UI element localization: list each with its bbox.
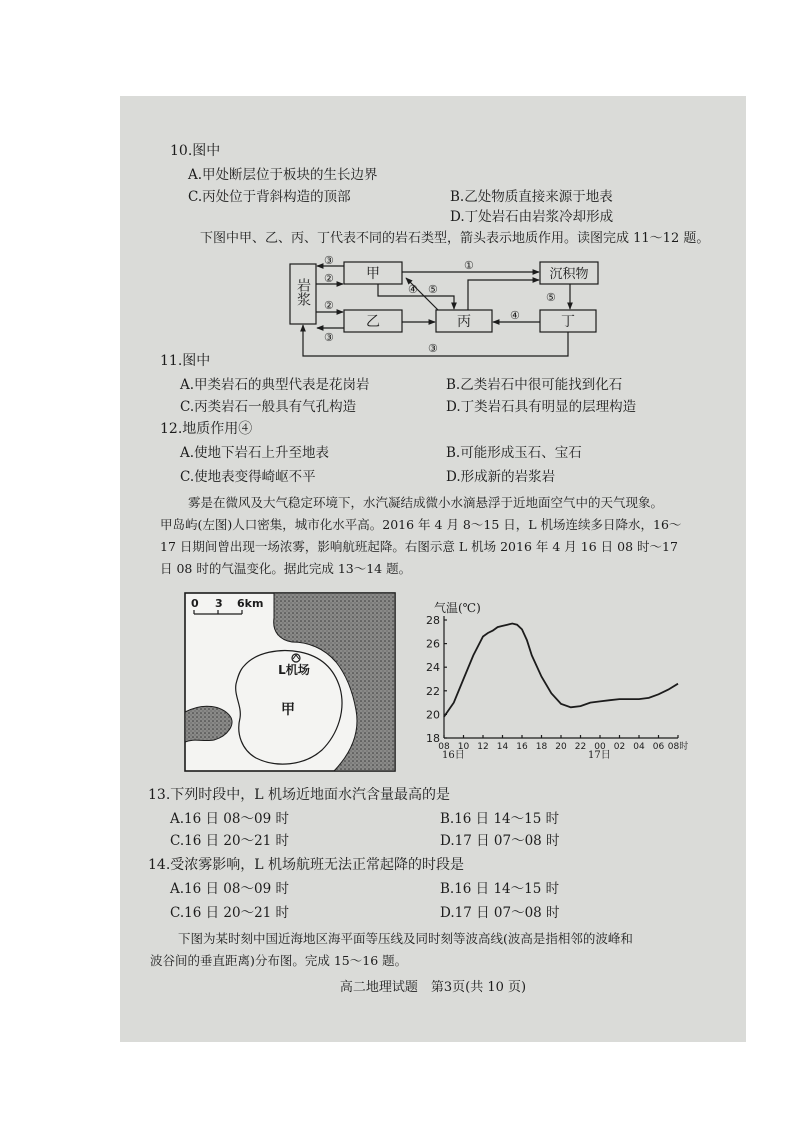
x-tick-label: 08时 [667,742,689,752]
island-map [184,592,396,772]
island-label: 甲 [281,702,295,718]
q10-option-b: B.乙处物质直接来源于地表 [450,189,613,205]
q14-option-d: D.17 日 07～08 时 [440,905,560,921]
q14-option-b: B.16 日 14～15 时 [440,881,560,897]
x-tick-label: 02 [613,742,626,752]
chart-y-label: 气温(℃) [434,601,481,615]
y-tick-label: 26 [426,637,440,651]
x-tick-label: 08 [438,742,450,752]
arrow-label-3b: ③ [324,331,334,344]
x-tick-label: 14 [496,742,509,752]
arrow-label-2a: ② [324,272,334,285]
arrow-label-3c: ③ [428,342,438,355]
q11-option-c: C.丙类岩石一般具有气孔构造 [180,399,357,415]
q13-option-c: C.16 日 20～21 时 [170,833,290,849]
yi-label: 乙 [366,314,380,330]
q12-option-d: D.形成新的岩浆岩 [446,469,556,485]
q12-option-c: C.使地表变得崎岖不平 [180,469,316,485]
q13-option-a: A.16 日 08～09 时 [170,811,289,827]
x-tick-label: 22 [574,742,587,752]
bing-label: 丙 [457,314,471,330]
temperature-line [444,624,678,717]
q13-option-b: B.16 日 14～15 时 [440,811,560,827]
y-tick-label: 20 [426,708,440,722]
q14-stem: 14.受浓雾影响，L 机场航班无法正常起降的时段是 [148,857,465,873]
airport-label: L机场 [278,663,310,677]
q14-option-c: C.16 日 20～21 时 [170,905,290,921]
q11-option-a: A.甲类岩石的典型代表是花岗岩 [180,377,370,393]
y-tick-label: 18 [426,732,440,745]
x-tick-label: 00 [594,742,606,752]
arrow-label-5b: ⑤ [546,291,556,304]
intro-13-14-line1: 雾是在微风及大气稳定环境下，水汽凝结成微小水滴悬浮于近地面空气中的天气现象。 [188,495,664,510]
day-label-16: 16日 [442,750,465,761]
intro-15-16-line1: 下图为某时刻中国近海地区海平面等压线及同时刻等波高线(波高是指相邻的波峰和 [178,931,633,946]
q13-option-d: D.17 日 07～08 时 [440,833,560,849]
y-tick-label: 28 [426,614,440,627]
magma-label-1: 岩浆 [295,278,311,306]
x-tick-label: 04 [633,742,645,752]
q12-stem: 12.地质作用④ [160,421,253,437]
arrow-label-4a: ④ [408,283,418,296]
arrow-label-2b: ② [324,299,334,312]
arrow-label-4b: ④ [510,309,520,322]
x-tick-label: 18 [535,742,548,752]
q11-option-d: D.丁类岩石具有明显的层理构造 [446,399,637,415]
arrow-label-5a: ⑤ [428,283,438,296]
page-footer: 高二地理试题 第3页(共 10 页) [339,980,527,995]
q10-option-a: A.甲处断层位于板块的生长边界 [188,167,378,183]
q12-option-b: B.可能形成玉石、宝石 [446,445,582,461]
intro-13-14-line2: 甲岛屿(左图)人口密集，城市化水平高。2016 年 4 月 8～15 日，L 机场连续多日降水，16～ [160,517,682,532]
x-tick-label: 20 [555,742,567,752]
day-label-17: 17日 [588,750,611,761]
q11-stem: 11.图中 [160,353,211,369]
x-tick-label: 06 [652,742,665,752]
exam-page [120,96,746,1042]
arrow-label-3a: ③ [324,254,334,267]
q10-stem: 10.图中 [170,143,221,159]
q10-option-d: D.丁处岩石由岩浆冷却形成 [450,209,614,225]
intro-13-14-line4: 日 08 时的气温变化。据此完成 13～14 题。 [160,561,412,576]
scale-three: 3 [215,597,223,610]
intro-13-14-line3: 17 日期间曾出现一场浓雾，影响航班起降。右图示意 L 机场 2016 年 4 月 16 日 08 时～17 [160,539,678,554]
arrow-label-1: ① [464,259,474,272]
jia-label: 甲 [366,266,380,282]
q11-option-b: B.乙类岩石中很可能找到化石 [446,377,623,393]
q12-option-a: A.使地下岩石上升至地表 [180,445,330,461]
x-tick-label: 16 [516,742,528,752]
intro-15-16-line2: 波谷间的垂直距离)分布图。完成 15～16 题。 [150,953,408,968]
temperature-chart [420,600,692,772]
x-tick-label: 10 [457,742,470,752]
scale-zero: 0 [191,597,199,610]
scale-six-km: 6km [237,597,264,610]
x-tick-label: 12 [477,742,489,752]
rock-cycle-diagram [288,252,600,364]
ding-label: 丁 [561,314,575,330]
q14-option-a: A.16 日 08～09 时 [170,881,289,897]
q13-stem: 13.下列时段中，L 机场近地面水汽含量最高的是 [148,787,451,803]
intro-11-12: 下图中甲、乙、丙、丁代表不同的岩石类型，箭头表示地质作用。读图完成 11～12 题。 [200,231,710,246]
sediment-label: 沉积物 [549,267,589,282]
y-tick-label: 24 [426,661,440,675]
y-tick-label: 22 [426,684,440,698]
q10-option-c: C.丙处位于背斜构造的顶部 [188,189,351,205]
